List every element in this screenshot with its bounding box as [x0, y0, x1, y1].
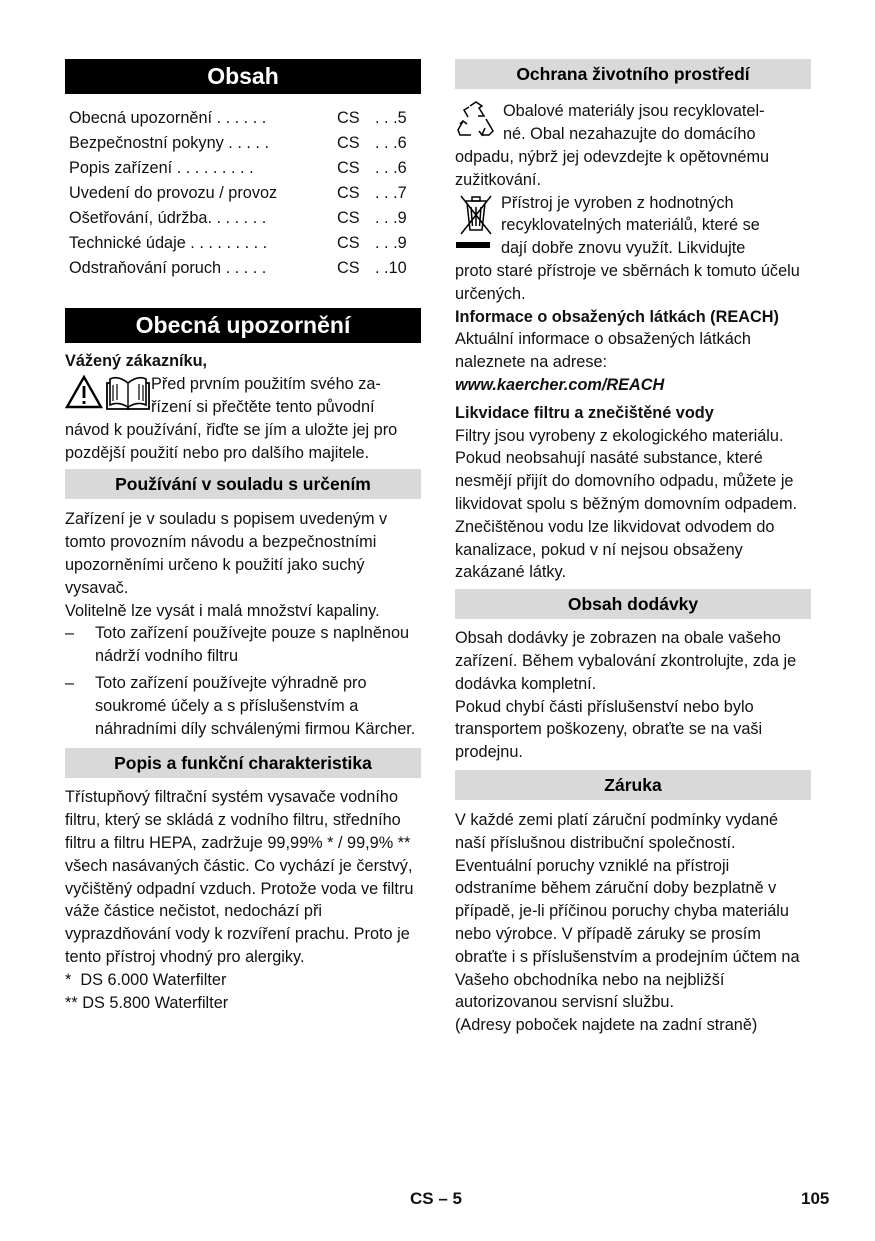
- warranty-text: V každé zemi platí záruční podmínky vydané naší příslušnou distribuční společností. Eventuální poruchy vzniklé na přístroji odstraníme během záruční doby bezplatně v případě, je-li příčinou poruchy chyba materiálu nebo výrobce. V případě záruky se prosím obraťte i s příslušenstvím a prodejním účtem na Vašeho obchodníka nebo na nejbližší autorizovanou servisní službu.: [455, 810, 800, 1012]
- toc-entry-title: Technické údaje . . . . . . . . .: [69, 234, 268, 252]
- toc-row: [69, 106, 417, 131]
- toc-entry-page: . . .9: [375, 209, 407, 227]
- general-text-line-2: řízení si přečtěte tento původní: [151, 397, 375, 416]
- toc-row: [69, 231, 417, 256]
- toc-row: [69, 156, 417, 181]
- toc-entry-lang: CS: [337, 234, 360, 252]
- filter-paragraph-1: Filtry jsou vyrobeny z ekologického materiálu. Pokud neobsahují nasáté substance, které nesmějí přijít do domovního odpadu, můžete je likvidovat spolu s běžným domovním odpadem.: [455, 426, 798, 513]
- reach-heading: Informace o obsažených látkách (REACH): [455, 307, 779, 326]
- warranty-address: (Adresy poboček najdete na zadní straně): [455, 1016, 758, 1035]
- toc-entry-title: Ošetřování, údržba. . . . . . .: [69, 209, 267, 227]
- dear-customer: Vážený zákazníku,: [65, 352, 208, 370]
- general-text: [65, 373, 421, 465]
- crossed-bin-icon: [455, 192, 501, 260]
- filter-heading: Likvidace filtru a znečištěné vody: [455, 403, 714, 422]
- dash-marker: –: [65, 673, 75, 692]
- manual-book-icon: [107, 377, 149, 408]
- toc-entry-lang: CS: [337, 184, 360, 202]
- usage-paragraph-1: Zařízení je v souladu s popisem uvedeným v tomto provozním návodu a bezpečnostními upozorněními určeno k použití jako suchý vysavač.: [65, 510, 388, 597]
- recycling-icon: [455, 100, 503, 146]
- toc-entry-page: . . .5: [375, 109, 407, 127]
- footnote-1: * DS 6.000 Waterfilter: [65, 970, 227, 989]
- toc-entry-title: Obecná upozornění . . . . . .: [69, 109, 267, 127]
- right-column: [455, 59, 811, 1037]
- filter-paragraph-2: Znečištěnou vodu lze likvidovat odvodem do kanalizace, pokud v ní nejsou obsaženy zakázané látky.: [455, 517, 775, 582]
- usage-paragraph-2: Volitelně lze vysát i malá množství kapaliny.: [65, 601, 380, 620]
- toc-entry-lang: CS: [337, 109, 360, 127]
- env-p1-line-2: né. Obal nezahazujte do domácího: [503, 124, 756, 143]
- list-item: [65, 622, 421, 668]
- general-text-rest: návod k používání, řiďte se jím a uložte jej pro pozdější použití nebo pro dalšího majitele.: [65, 420, 398, 462]
- toc-entry-title: Uvedení do provozu / provoz: [69, 184, 278, 202]
- toc-entry-title: Popis zařízení . . . . . . . . .: [69, 159, 254, 177]
- toc-entry-page: . . .6: [375, 134, 407, 152]
- warning-manual-icons: [65, 373, 151, 419]
- env-paragraph-2: [455, 192, 811, 306]
- env-heading: Ochrana životního prostředí: [455, 59, 811, 89]
- toc-entry-page: . .10: [375, 259, 407, 277]
- env-p1-line-1: Obalové materiály jsou recyklovatel-: [503, 102, 765, 120]
- usage-bullet-2: Toto zařízení používejte výhradně pro soukromé účely a s příslušenstvím a náhradními díly schválenými firmou Kärcher.: [95, 673, 416, 738]
- toc-row: [69, 206, 417, 231]
- delivery-paragraph-2: Pokud chybí části příslušenství nebo bylo transportem poškozeny, obraťte se na vaši prodejnu.: [455, 697, 763, 762]
- env-p1-rest: odpadu, nýbrž jej odevzdejte k opětovnému zužitkování.: [455, 148, 770, 189]
- delivery-paragraph-1: Obsah dodávky je zobrazen na obale vašeho zařízení. Během vybalování zkontrolujte, zda je dodávka kompletní.: [455, 629, 797, 693]
- env-p2-line-2: recyklovatelných materiálů, které se: [501, 216, 760, 235]
- desc-heading: Popis a funkční charakteristika: [65, 748, 421, 778]
- usage-bullet-1: Toto zařízení používejte pouze s naplněnou nádrží vodního filtru: [95, 624, 410, 666]
- list-item: [65, 672, 421, 740]
- toc-entry-page: . . .6: [375, 159, 407, 177]
- desc-text: Třístupňový filtrační systém vysavače vodního filtru, který se skládá z vodního filtru, středního filtru a filtru HEPA, zadržuje 99,99% * / 99,9% ** všech nasávaných částic. Co vychází je čerstvý, vyčištěný odpadní vzduch. Protože voda ve filtru váže částice nečistot, nedochází při vyprazdňování vody k rozvíření prachu. Proto je tento přístroj vhodný pro alergiky.: [65, 788, 414, 966]
- table-of-contents: [69, 106, 417, 281]
- env-p2-line-3: dají dobře znovu využít. Likvidujte: [501, 239, 746, 258]
- delivery-heading: Obsah dodávky: [455, 589, 811, 619]
- left-column: [65, 59, 421, 1014]
- env-paragraph-1: [455, 100, 811, 192]
- warranty-heading: Záruka: [455, 770, 811, 800]
- toc-entry-page: . . .9: [375, 234, 407, 252]
- toc-entry-lang: CS: [337, 159, 360, 177]
- usage-heading: Používání v souladu s určením: [65, 469, 421, 499]
- page-number: 105: [801, 1189, 830, 1208]
- warning-icon: [67, 377, 101, 407]
- toc-entry-lang: CS: [337, 259, 360, 277]
- toc-row: [69, 131, 417, 156]
- dash-marker: –: [65, 624, 75, 643]
- footer-section: CS – 5: [410, 1189, 462, 1208]
- env-p2-line-1: Přístroj je vyroben z hodnotných: [501, 193, 734, 212]
- general-text-line-1: Před prvním použitím svého za-: [151, 374, 381, 393]
- general-heading: Obecná upozornění: [65, 308, 421, 343]
- toc-row: [69, 256, 417, 281]
- toc-entry-lang: CS: [337, 134, 360, 152]
- footnote-2: ** DS 5.800 Waterfilter: [65, 993, 229, 1012]
- toc-row: [69, 181, 417, 206]
- reach-url[interactable]: www.kaercher.com/REACH: [455, 375, 665, 394]
- toc-entry-title: Odstraňování poruch . . . . .: [69, 259, 267, 277]
- toc-entry-page: . . .7: [375, 184, 407, 202]
- toc-heading: Obsah: [65, 59, 421, 94]
- toc-entry-title: Bezpečnostní pokyny . . . . .: [69, 134, 270, 152]
- reach-text: Aktuální informace o obsažených látkách naleznete na adrese:: [455, 330, 751, 372]
- env-p2-rest: proto staré přístroje ve sběrnách k tomuto účelu určených.: [455, 261, 800, 303]
- toc-entry-lang: CS: [337, 209, 360, 227]
